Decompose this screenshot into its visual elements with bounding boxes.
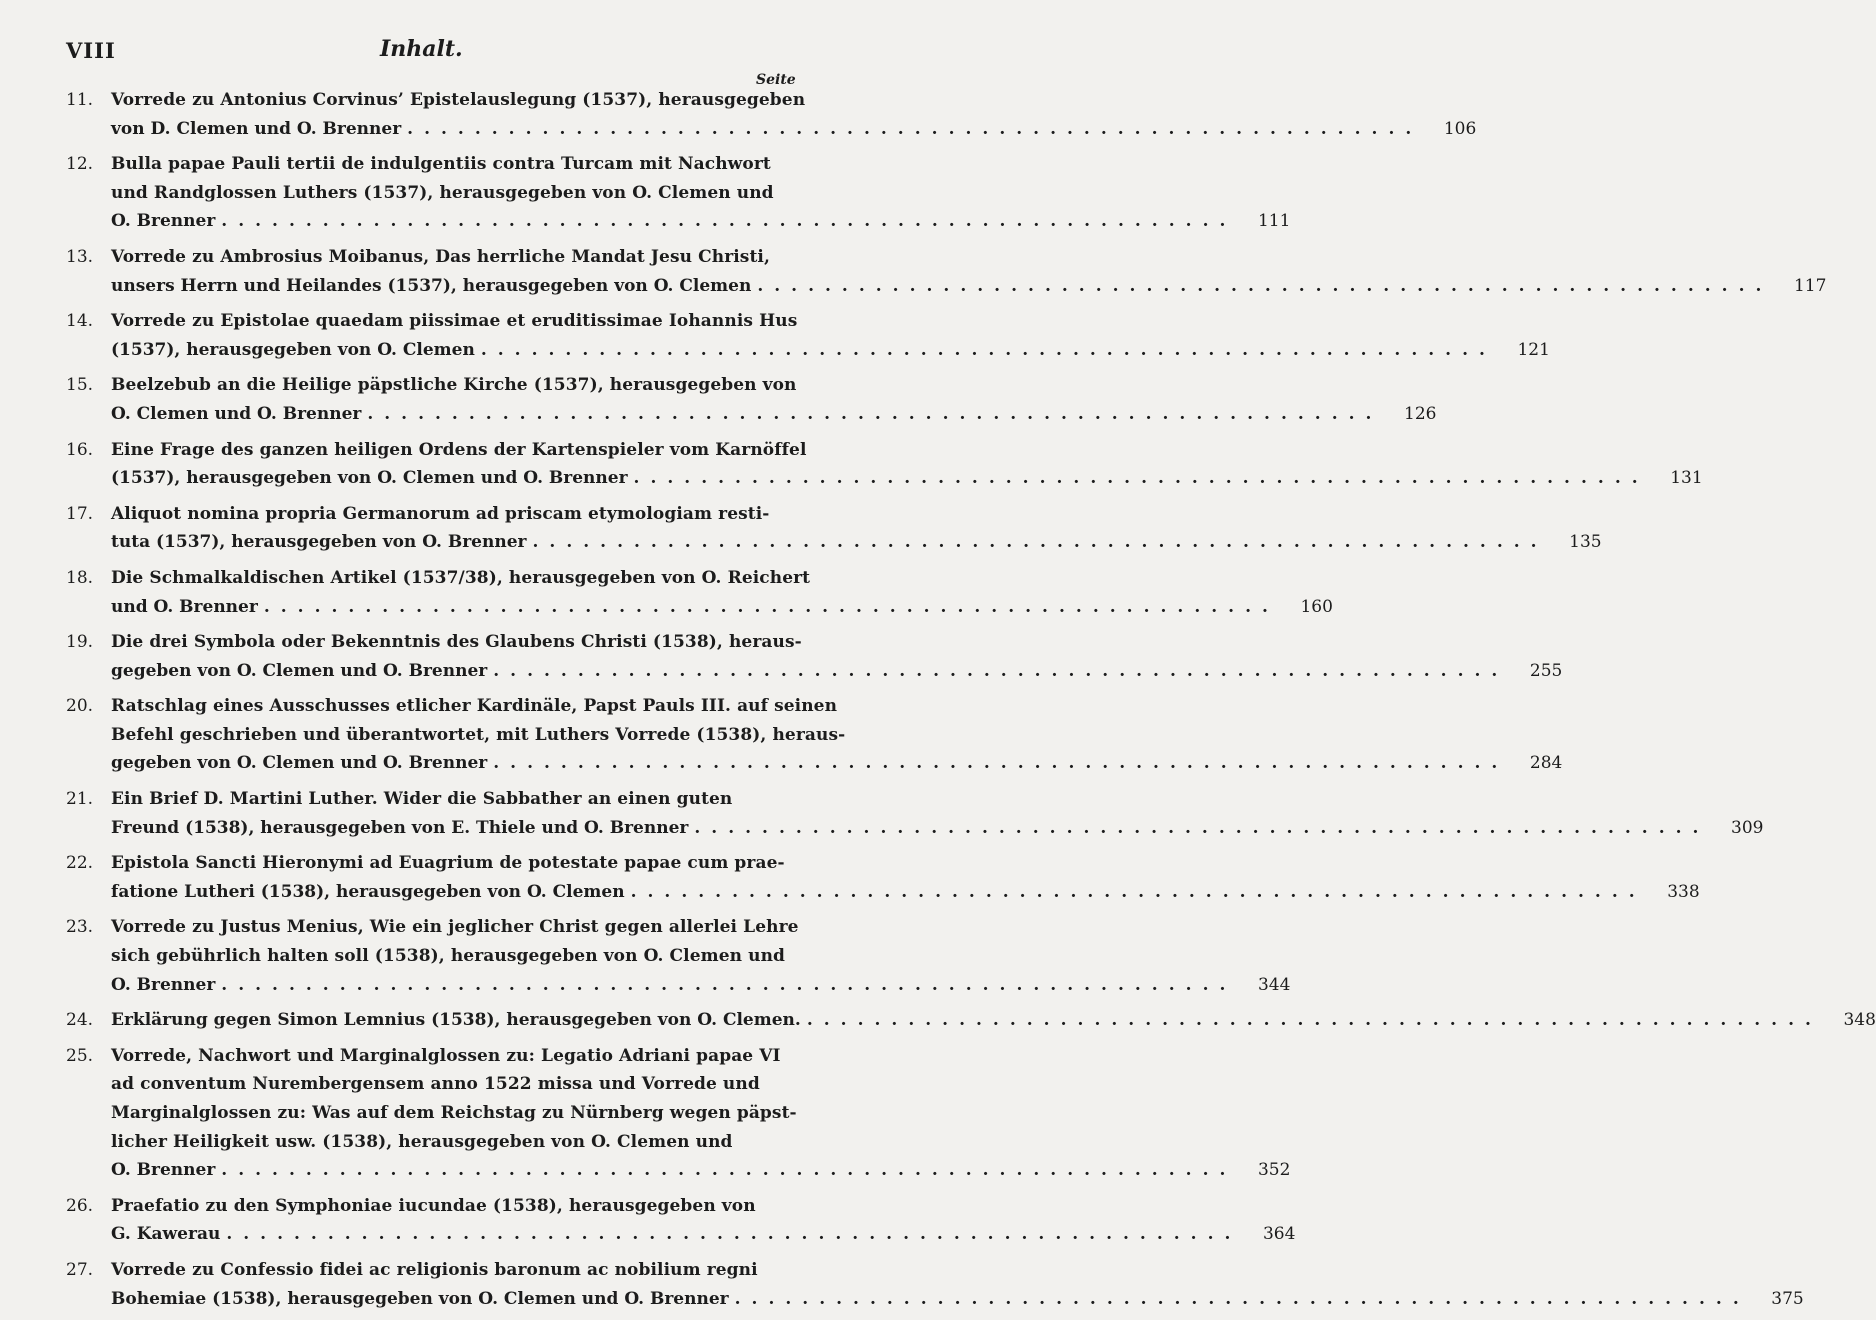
entry-title-line: Ein Brief D. Martini Luther. Wider die Sabbather an einen guten [111,789,733,810]
entry-title-line: Die Schmalkaldischen Artikel (1537/38), herausgegeben von O. Reichert [111,567,811,588]
entry-title-line: Freund (1538), herausgegeben von E. Thiele und O. Brenner [111,817,689,838]
page-reference: 309 [1731,817,1764,838]
toc-entry [66,1006,1876,1035]
page-reference: 111 [1257,211,1291,232]
page-reference: 364 [1262,1224,1296,1245]
toc-entry [66,1042,1291,1185]
leader-dots: ............................................................ [407,118,1423,139]
entry-title-line: Vorrede, Nachwort und Marginalglossen zu: Legatio Adriani papae VI [111,1045,781,1066]
leader-dots: ............................................................ [493,753,1509,774]
entry-title-line: unsers Herrn und Heilandes (1537), herausgegeben von O. Clemen [111,275,752,296]
entry-number: 11. [66,90,94,110]
entry-title-line: Epistola Sancti Hieronymi ad Euagrium de potestate papae cum prae- [111,853,785,874]
toc-entry [66,307,1550,364]
page-reference: 375 [1771,1288,1804,1309]
entry-number: 17. [66,503,94,524]
page-reference: 255 [1529,660,1563,681]
entry-title-line: gegeben von O. Clemen und O. Brenner [111,660,488,681]
leader-dots: ............................................................ [633,468,1649,489]
entry-title-line: O. Brenner [111,1160,216,1181]
entry-number: 27. [66,1259,94,1280]
page-number: VIII [66,38,116,63]
entry-title-line: Aliquot nomina propria Germanorum ad priscam etymologiam resti- [111,503,770,524]
entry-title-line: Vorrede zu Epistolae quaedam piissimae et eruditissimae Iohannis Hus [111,311,798,332]
entry-title-line: O. Clemen und O. Brenner [111,403,362,424]
running-head: Inhalt. [380,36,463,62]
page-reference: 352 [1257,1160,1291,1181]
toc-entry [66,692,1563,778]
entry-title-line: licher Heiligkeit usw. (1538), herausgegeben von O. Clemen und [111,1131,733,1152]
page-reference: 131 [1670,468,1703,489]
entry-number: 24. [66,1010,94,1031]
entry-title-line: gegeben von O. Clemen und O. Brenner [111,753,488,774]
toc-entry [66,1192,1296,1249]
entry-title-line: und O. Brenner [111,596,258,617]
page-reference: 338 [1667,881,1700,902]
entry-title-line: und Randglossen Luthers (1537), herausgegeben von O. Clemen und [111,182,774,203]
entry-title-line: Vorrede zu Confessio fidei ac religionis baronum ac nobilium regni [111,1259,758,1280]
page-reference: 121 [1517,339,1550,360]
entry-title-line: von D. Clemen und O. Brenner [111,118,402,139]
leader-dots: ............................................................ [480,339,1496,360]
entry-number: 19. [66,632,94,653]
page-reference: 135 [1569,532,1602,553]
toc-entry [66,371,1437,428]
toc-entry [66,849,1700,906]
entry-title-line: Die drei Symbola oder Bekenntnis des Glaubens Christi (1538), heraus- [111,632,802,653]
entry-title-line: Befehl geschrieben und überantwortet, mit Luthers Vorrede (1538), heraus- [111,724,846,745]
leader-dots: ............................................................ [734,1288,1750,1309]
entry-title-line: Vorrede zu Ambrosius Moibanus, Das herrliche Mandat Jesu Christi, [111,246,771,267]
toc-entry [66,564,1333,621]
entry-title-line: (1537), herausgegeben von O. Clemen [111,339,475,360]
leader-dots: ............................................................ [263,596,1279,617]
table-of-contents [66,86,1876,1320]
entry-title-line: sich gebührlich halten soll (1538), herausgegeben von O. Clemen und [111,946,786,967]
leader-dots: ............................................................ [757,275,1773,296]
leader-dots: ............................................................ [221,1160,1237,1181]
toc-entry [66,436,1703,493]
entry-number: 12. [66,154,94,175]
entry-title-line: fatione Lutheri (1538), herausgegeben von O. Clemen [111,881,625,902]
entry-title-line: Praefatio zu den Symphoniae iucundae (1538), herausgegeben von [111,1195,756,1216]
page-column-label: Seite [756,72,796,88]
leader-dots: ............................................................ [221,974,1237,995]
entry-number: 22. [66,853,94,874]
toc-entry [66,628,1563,685]
entry-title-line: Vorrede zu Antonius Corvinus’ Epistelauslegung (1537), herausgegeben [111,90,806,110]
page-reference: 117 [1793,275,1827,296]
toc-entry [66,243,1827,300]
entry-title-line: Erklärung gegen Simon Lemnius (1538), herausgegeben von O. Clemen. [111,1010,801,1031]
leader-dots: ............................................................ [367,403,1383,424]
entry-title-line: O. Brenner [111,974,216,995]
leader-dots: ............................................................ [493,660,1509,681]
page-reference: 344 [1257,974,1291,995]
entry-number: 15. [66,375,94,396]
entry-title-line: Bulla papae Pauli tertii de indulgentiis contra Turcam mit Nachwort [111,154,771,175]
entry-number: 20. [66,696,94,717]
entry-title-line: G. Kawerau [111,1224,221,1245]
toc-entry [66,86,1477,143]
toc-entry [66,785,1764,842]
entry-number: 25. [66,1045,94,1066]
entry-number: 26. [66,1195,94,1216]
entry-title-line: (1537), herausgegeben von O. Clemen und O. Brenner [111,468,628,489]
leader-dots: ............................................................ [694,817,1710,838]
entry-title-line: Beelzebub an die Heilige päpstliche Kirche (1537), herausgegeben von [111,375,797,396]
entry-number: 21. [66,789,94,810]
entry-title-line: O. Brenner [111,211,216,232]
page-reference: 160 [1300,596,1333,617]
entry-title-line: Eine Frage des ganzen heiligen Ordens der Kartenspieler vom Karnöffel [111,439,807,460]
entry-title-line: tuta (1537), herausgegeben von O. Brenner [111,532,527,553]
entry-number: 23. [66,917,94,938]
leader-dots: ............................................................ [221,211,1237,232]
page-reference: 284 [1529,753,1563,774]
entry-number: 14. [66,311,94,332]
entry-title-line: Vorrede zu Justus Menius, Wie ein jeglicher Christ gegen allerlei Lehre [111,917,799,938]
leader-dots: ............................................................ [532,532,1548,553]
leader-dots: ............................................................ [630,881,1646,902]
entry-number: 13. [66,246,94,267]
toc-entry [66,150,1291,236]
page-reference: 106 [1443,118,1477,139]
page-reference: 348 [1843,1010,1876,1031]
toc-entry [66,500,1602,557]
entry-title-line: ad conventum Nurembergensem anno 1522 missa und Vorrede und [111,1074,760,1095]
entry-title-line: Ratschlag eines Ausschusses etlicher Kardinäle, Papst Pauls III. auf seinen [111,696,838,717]
leader-dots: ............................................................ [806,1010,1822,1031]
entry-title-line: Marginalglossen zu: Was auf dem Reichstag zu Nürnberg wegen päpst- [111,1103,797,1123]
toc-entry [66,1256,1804,1313]
toc-entry [66,913,1291,999]
entry-number: 16. [66,439,94,460]
page-reference: 126 [1404,403,1437,424]
entry-title-line: Bohemiae (1538), herausgegeben von O. Clemen und O. Brenner [111,1288,729,1309]
entry-number: 18. [66,567,94,588]
leader-dots: ............................................................ [226,1224,1242,1245]
